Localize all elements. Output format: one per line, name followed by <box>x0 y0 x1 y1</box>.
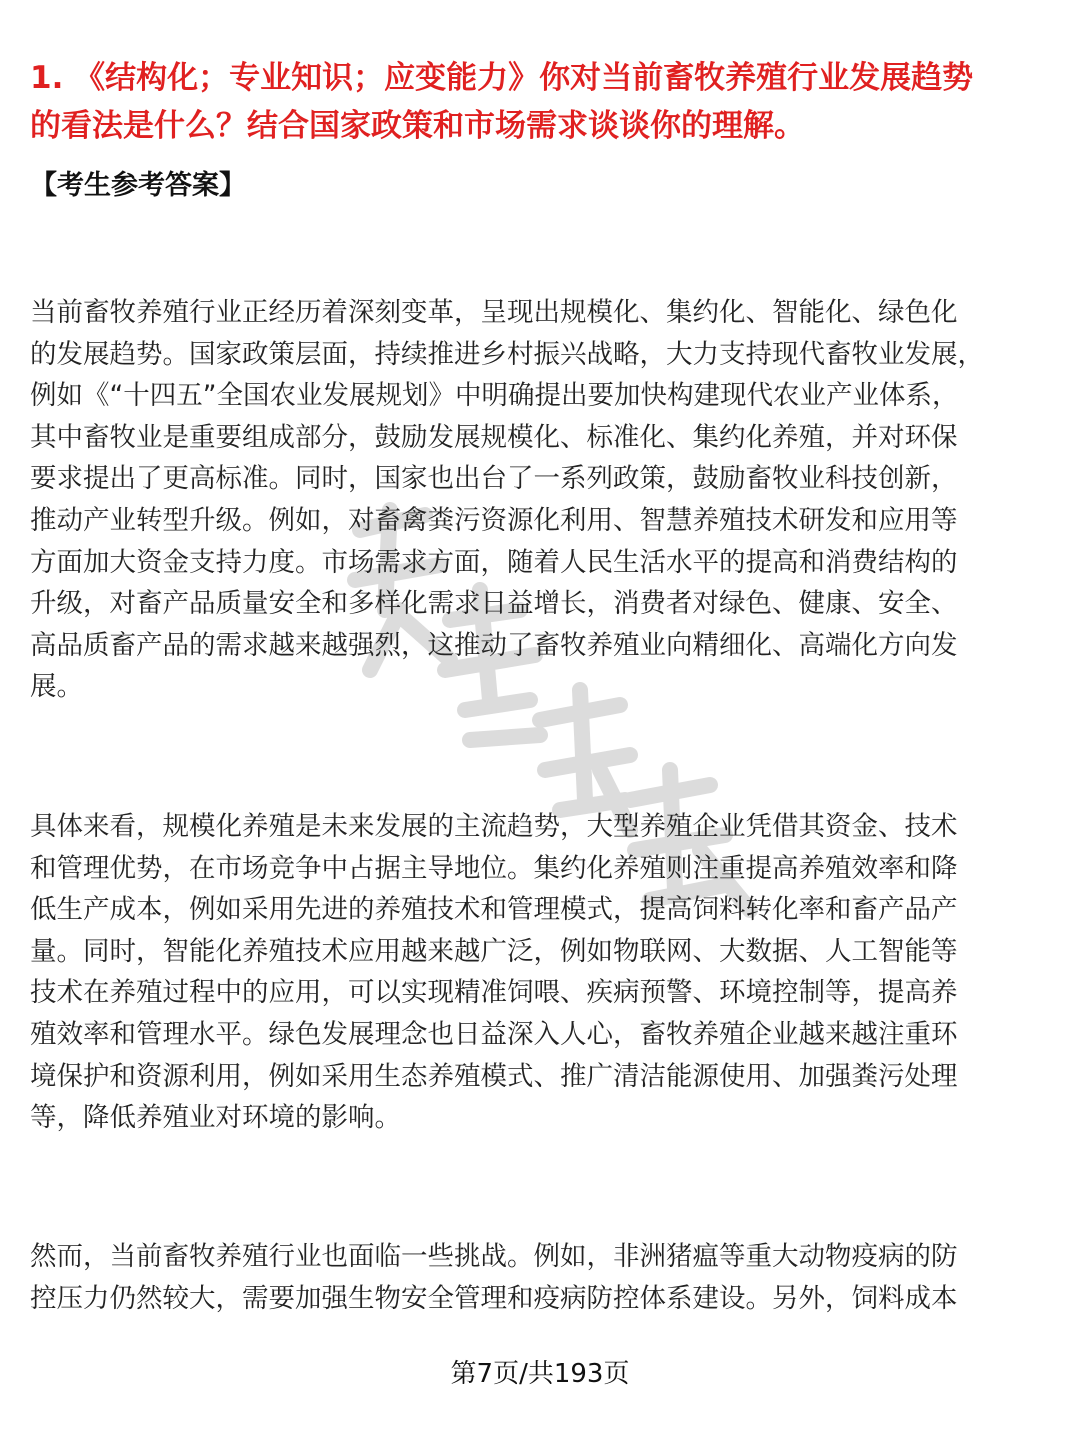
paragraph-line: 的发展趋势。国家政策层面，持续推进乡村振兴战略，大力支持现代畜牧业发展， <box>30 338 984 370</box>
paragraph-line: 等，降低养殖业对环境的影响。 <box>30 1102 401 1134</box>
paragraph-line: 和管理优势，在市场竞争中占据主导地位。集约化养殖则注重提高养殖效率和降 <box>30 852 958 884</box>
answer-paragraph-2 <box>30 806 1050 1139</box>
paragraph-line: 殖效率和管理水平。绿色发展理念也日益深入人心，畜牧养殖企业越来越注重环 <box>30 1018 958 1050</box>
paragraph-line: 推动产业转型升级。例如，对畜禽粪污资源化利用、智慧养殖技术研发和应用等 <box>30 504 958 536</box>
page-indicator: 第7页/共193页 <box>450 1359 630 1389</box>
paragraph-line: 当前畜牧养殖行业正经历着深刻变革，呈现出规模化、集约化、智能化、绿色化 <box>30 297 958 328</box>
paragraph-line: 低生产成本，例如采用先进的养殖技术和管理模式，提高饲料转化率和畜产品产 <box>30 894 958 926</box>
question-line: 1. 《结构化；专业知识；应变能力》你对当前畜牧养殖行业发展趋势 <box>30 60 974 96</box>
answer-label: 【考生参考答案】 <box>30 170 246 201</box>
paragraph-line: 境保护和资源利用，例如采用生态养殖模式、推广清洁能源使用、加强粪污处理 <box>30 1060 958 1092</box>
paragraph-line: 要求提出了更高标准。同时，国家也出台了一系列政策，鼓励畜牧业科技创新， <box>30 463 958 495</box>
answer-paragraph-1 <box>30 292 1050 708</box>
paragraph-line: 高品质畜产品的需求越来越强烈，这推动了畜牧养殖业向精细化、高端化方向发 <box>30 629 958 661</box>
paragraph-line: 升级，对畜产品质量安全和多样化需求日益增长，消费者对绿色、健康、安全、 <box>30 588 958 620</box>
paragraph-line: 量。同时，智能化养殖技术应用越来越广泛，例如物联网、大数据、人工智能等 <box>30 935 958 967</box>
answer-paragraph-3 <box>30 1236 1050 1319</box>
paragraph-line: 技术在养殖过程中的应用，可以实现精准饲喂、疾病预警、环境控制等，提高养 <box>30 977 958 1009</box>
question-line: 的看法是什么？结合国家政策和市场需求谈谈你的理解。 <box>30 108 805 144</box>
question-heading <box>30 54 1050 150</box>
paragraph-line: 例如《“十四五”全国农业发展规划》中明确提出要加快构建现代农业产业体系， <box>30 380 959 412</box>
paragraph-line: 具体来看，规模化养殖是未来发展的主流趋势，大型养殖企业凭借其资金、技术 <box>30 811 958 842</box>
paragraph-line: 然而，当前畜牧养殖行业也面临一些挑战。例如，非洲猪瘟等重大动物疫病的防 <box>30 1241 958 1272</box>
paragraph-line: 控压力仍然较大，需要加强生物安全管理和疫病防控体系建设。另外，饲料成本 <box>30 1282 958 1314</box>
paragraph-line: 方面加大资金支持力度。市场需求方面，随着人民生活水平的提高和消费结构的 <box>30 546 958 578</box>
paragraph-line: 其中畜牧业是重要组成部分，鼓励发展规模化、标准化、集约化养殖，并对环保 <box>30 421 958 453</box>
paragraph-line: 展。 <box>30 671 83 703</box>
